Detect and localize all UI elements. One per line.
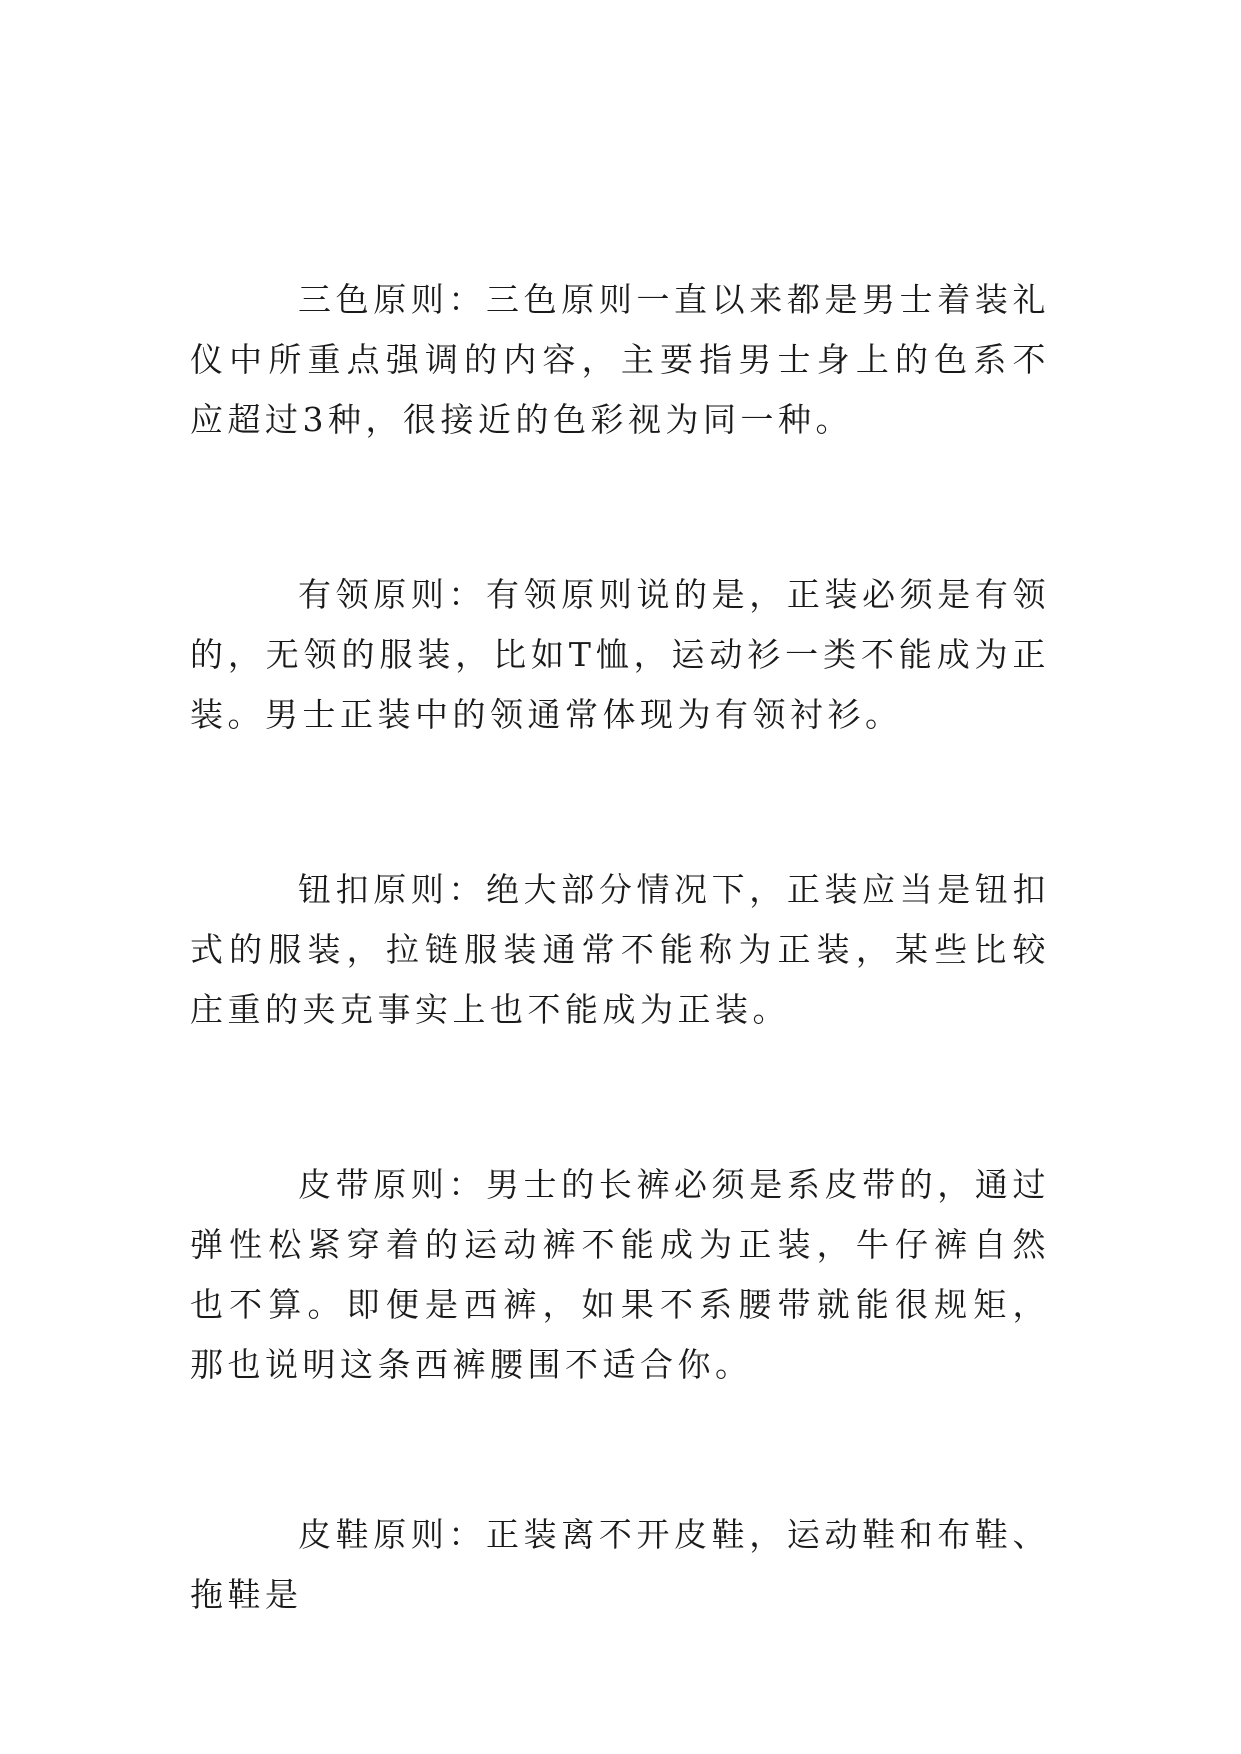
paragraph-belt-rule: 皮带原则：男士的长裤必须是系皮带的，通过弹性松紧穿着的运动裤不能成为正装，牛仔裤自然也不算。即便是西裤，如果不系腰带就能很规矩，那也说明这条西裤腰围不适合你。 <box>190 1165 1050 1384</box>
paragraph-leather-shoe-rule: 皮鞋原则：正装离不开皮鞋，运动鞋和布鞋、拖鞋是 <box>190 1515 1050 1614</box>
paragraph-collar-rule: 有领原则：有领原则说的是，正装必须是有领的，无领的服装，比如T恤，运动衫一类不能成为正装。男士正装中的领通常体现为有领衬衫。 <box>190 575 1050 734</box>
paragraph-three-color-rule: 三色原则：三色原则一直以来都是男士着装礼仪中所重点强调的内容，主要指男士身上的色系不应超过3种，很接近的色彩视为同一种。 <box>190 280 1050 439</box>
paragraph-button-rule: 钮扣原则：绝大部分情况下，正装应当是钮扣式的服装，拉链服装通常不能称为正装，某些比较庄重的夹克事实上也不能成为正装。 <box>190 870 1050 1029</box>
